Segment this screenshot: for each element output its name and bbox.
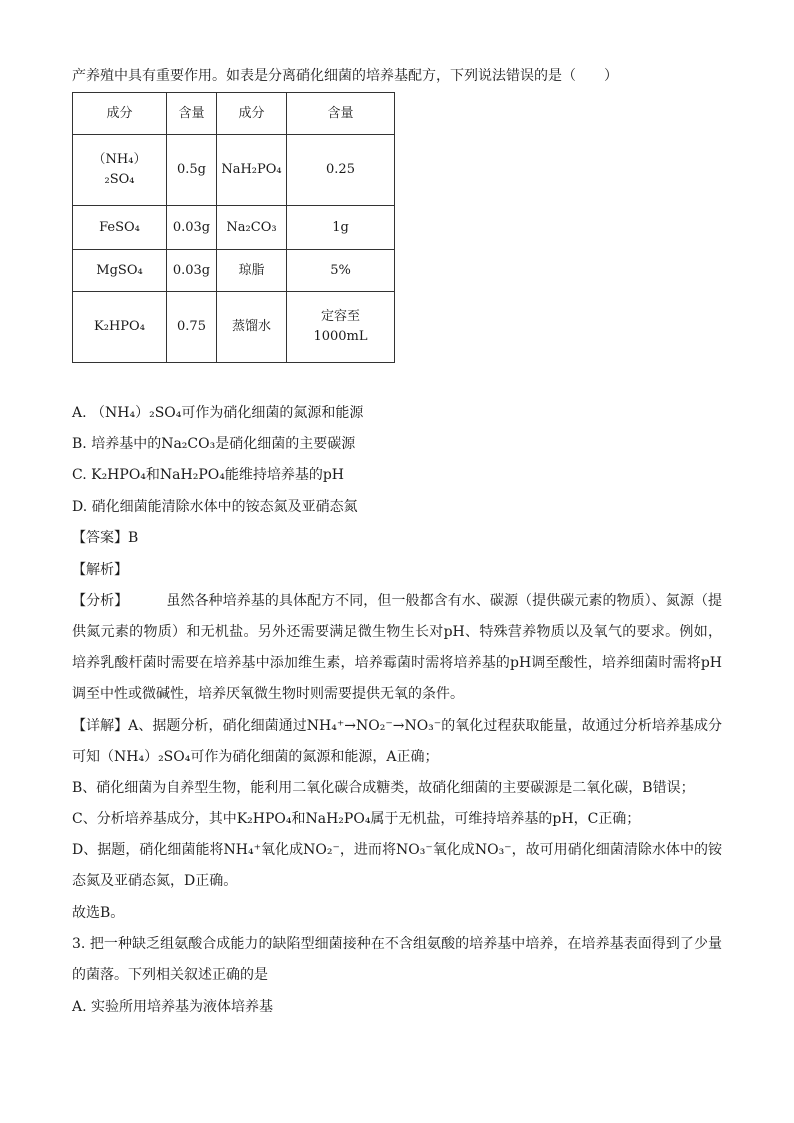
table-row — [73, 250, 395, 292]
table-cell: Na₂CO₃ — [217, 206, 287, 250]
table-cell: K₂HPO₄ — [73, 292, 167, 363]
table-cell: 0.03g — [167, 250, 217, 292]
xiangjie-paragraph-c: C、分析培养基成分，其中K₂HPO₄和NaH₂PO₄属于无机盐，可维持培养基的pH，C正确； — [72, 811, 641, 827]
answer-value: B — [128, 530, 139, 546]
recipe-table — [72, 92, 395, 363]
table-row — [73, 206, 395, 250]
table-cell: MgSO₄ — [73, 250, 167, 292]
xiangjie-paragraph-a — [72, 711, 722, 773]
table-cell: NaH₂PO₄ — [217, 135, 287, 206]
xiangjie-paragraph-b: B、硝化细菌为自养型生物，能利用二氧化碳合成糖类，故硝化细菌的主要碳源是二氧化碳，B错误； — [72, 780, 695, 796]
table-cell: FeSO₄ — [73, 206, 167, 250]
table-cell: 0.5g — [167, 135, 217, 206]
option-c: C. K₂HPO₄和NaH₂PO₄能维持培养基的pH — [72, 467, 345, 483]
table-cell: （NH₄）₂SO₄ — [73, 135, 167, 206]
table-cell: 0.75 — [167, 292, 217, 363]
fenxi-paragraph — [72, 586, 722, 710]
table-cell: 琼脂 — [217, 250, 287, 292]
table-row — [73, 135, 395, 206]
answer-label: 【答案】 — [72, 530, 128, 546]
table-header-cell: 成分 — [217, 93, 287, 135]
analysis-label: 【解析】 — [72, 562, 128, 578]
conclusion: 故选B。 — [72, 905, 125, 921]
table-cell: 蒸馏水 — [217, 292, 287, 363]
question-3-stem: 3. 把一种缺乏组氨酸合成能力的缺陷型细菌接种在不含组氨酸的培养基中培养，在培养基表面得到了少量的菌落。下列相关叙述正确的是 — [72, 936, 722, 983]
table-header-cell: 含量 — [167, 93, 217, 135]
xiangjie-label: 【详解】 — [72, 718, 129, 734]
table-header-cell: 含量 — [287, 93, 395, 135]
table-header-row — [73, 93, 395, 135]
xiangjie-paragraph-d: D、据题，硝化细菌能将NH₄⁺氧化成NO₂⁻，进而将NO₃⁻氧化成NO₃⁻，故可用硝化细菌清除水体中的铵态氮及亚硝态氮，D正确。 — [72, 842, 722, 889]
option-d: D. 硝化细菌能清除水体中的铵态氮及亚硝态氮 — [72, 499, 358, 515]
answer-line — [72, 528, 138, 548]
fenxi-label: 【分析】 — [72, 593, 129, 609]
table-cell: 0.03g — [167, 206, 217, 250]
table-cell: 定容至1000mL — [287, 292, 395, 363]
option-b: B. 培养基中的Na₂CO₃是硝化细菌的主要碳源 — [72, 436, 356, 452]
fenxi-text: 虽然各种培养基的具体配方不同，但一般都含有水、碳源（提供碳元素的物质）、氮源（提供氮元素的物质）和无机盐。另外还需要满足微生物生长对pH、特殊营养物质以及氧气的要求。例如，培养乳酸杆菌时需要在培养基中添加维生素，培养霉菌时需将培养基的pH调至酸性，培养细菌时需将pH调至中性或微碱性，培养厌氧微生物时则需要提供无氧的条件。 — [72, 593, 723, 702]
table-cell: 5% — [287, 250, 395, 292]
table-cell: 0.25 — [287, 135, 395, 206]
table-row — [73, 292, 395, 363]
question-3-option-a: A. 实验所用培养基为液体培养基 — [72, 999, 274, 1015]
table-header-cell: 成分 — [73, 93, 167, 135]
xiangjie-a-text: A、据题分析，硝化细菌通过NH₄⁺→NO₂⁻→NO₃⁻的氧化过程获取能量，故通过分析培养基成分可知（NH₄）₂SO₄可作为硝化细菌的氮源和能源，A正确； — [72, 718, 722, 765]
question-intro: 产养殖中具有重要作用。如表是分离硝化细菌的培养基配方，下列说法错误的是（ ） — [72, 68, 618, 84]
option-a: A. （NH₄）₂SO₄可作为硝化细菌的氮源和能源 — [72, 405, 364, 421]
table-cell: 1g — [287, 206, 395, 250]
